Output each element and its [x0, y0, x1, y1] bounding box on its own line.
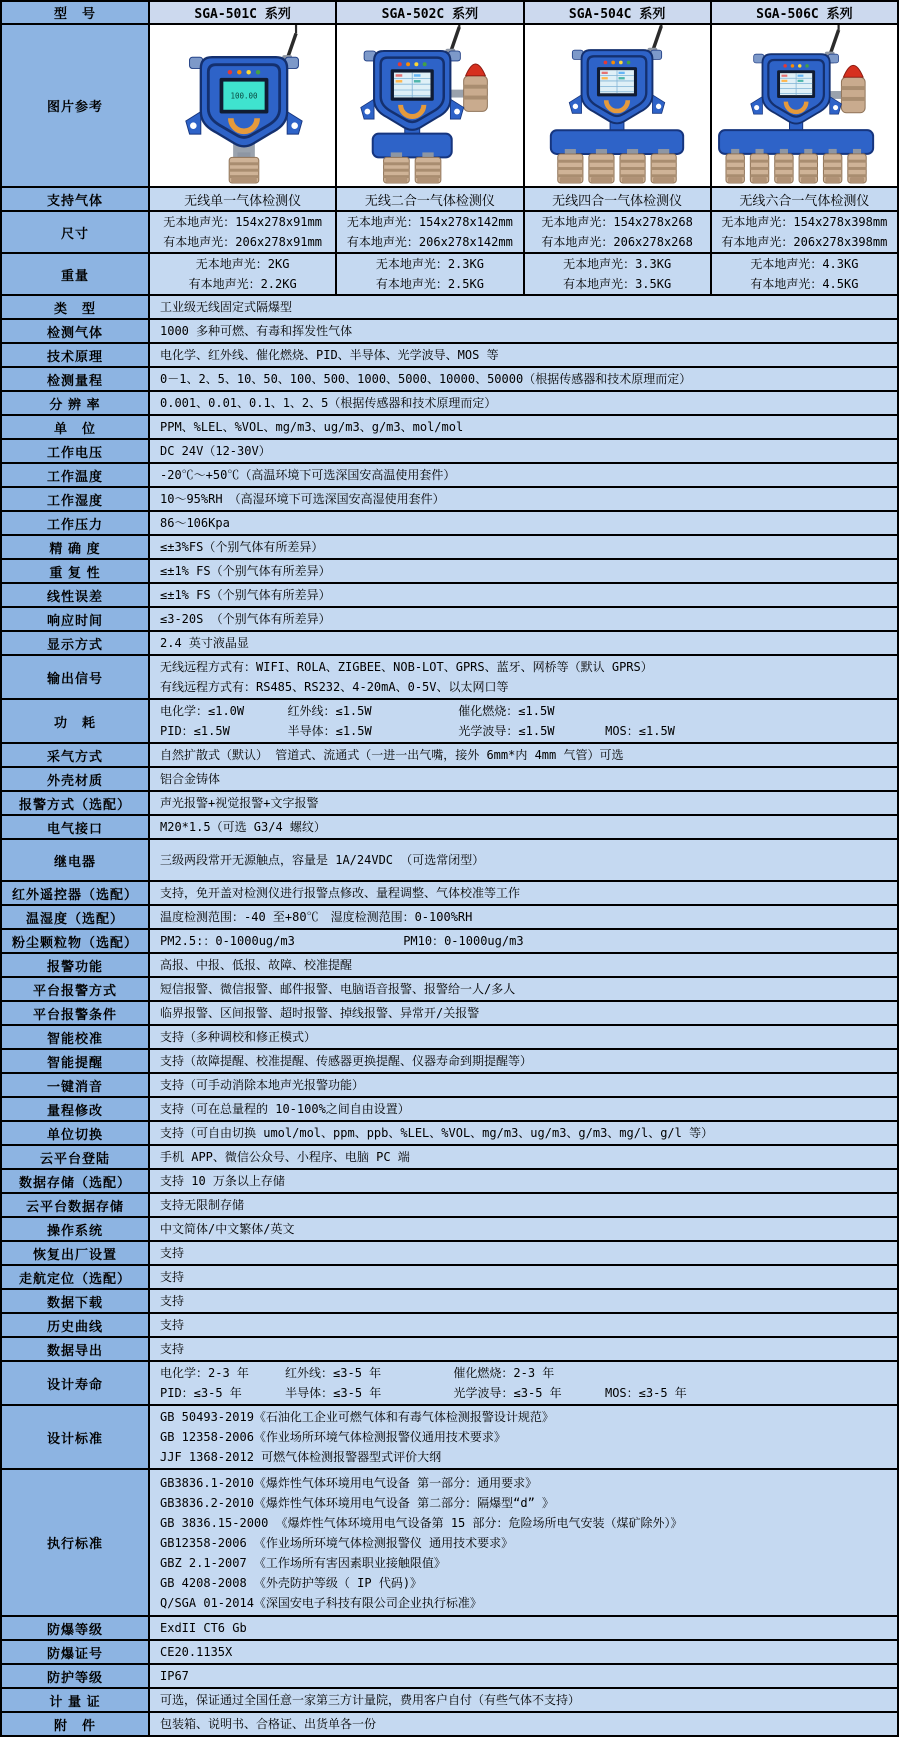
weight-row-value: 无本地声光：2KG: [195, 256, 290, 271]
label-power-consumption: 功 耗: [2, 700, 148, 742]
value-nav-positioning-optional: [148, 1266, 897, 1288]
dimensions-row-value: 无本地声光：154x278x142mm: [346, 214, 513, 229]
value-one-key-mute: [148, 1074, 897, 1096]
value-range-modify: [148, 1098, 897, 1120]
row-working-humidity: [2, 486, 897, 510]
value-line: 支持（多种调校和修正模式）: [160, 1030, 317, 1044]
label-type: 类 型: [2, 296, 148, 318]
value-working-voltage: [148, 440, 897, 462]
value-line: 工业级无线固定式隔爆型: [160, 300, 293, 314]
value-line: PPM、%LEL、%VOL、mg/m3、ug/m3、g/m3、mol/mol: [160, 420, 464, 434]
value-line: GB 12358-2006《作业场所环境气体检测报警仪通用技术要求》: [160, 1430, 506, 1444]
value-line: 电化学、红外线、催化燃烧、PID、半导体、光学波导、MOS 等: [160, 348, 499, 362]
sensor-connector: [391, 152, 402, 157]
value-type: [148, 296, 897, 318]
dimensions-row-value: 有本地声光：206x278x398mm: [721, 234, 888, 249]
row-detect-gas: [2, 318, 897, 342]
device-image-cell: [710, 25, 897, 186]
value-output-signal: [148, 656, 897, 698]
value-tech-principle: [148, 344, 897, 366]
label-unit: 单 位: [2, 416, 148, 438]
row-electrical-port: [2, 814, 897, 838]
gas-sensor-cylinder: [415, 152, 441, 183]
dimensions-row-cell: [335, 212, 522, 252]
model-name-4: SGA-506C 系列: [710, 2, 897, 23]
value-line: ExdII CT6 Gb: [160, 1621, 247, 1635]
value-platform-alarm-mode: [148, 978, 897, 1000]
weight-row-value: 有本地声光：4.5KG: [750, 276, 859, 291]
value-accessories: [148, 1713, 897, 1735]
label-design-life: 设计寿命: [2, 1362, 148, 1404]
label-smart-calibration: 智能校准: [2, 1026, 148, 1048]
value-line: 2.4 英寸液晶显: [160, 636, 249, 650]
label-tech-principle: 技术原理: [2, 344, 148, 366]
value-smart-calibration: [148, 1026, 897, 1048]
dimensions-row-value: 无本地声光：154x278x91mm: [163, 214, 322, 229]
image-row-label: 图片参考: [2, 25, 148, 186]
label-platform-alarm-mode: 平台报警方式: [2, 978, 148, 1000]
sga-506c-device-illustration: [711, 25, 897, 186]
row-data-export: [2, 1336, 897, 1360]
value-line: GB 4208-2008 《外壳防护等级（ IP 代码)》: [160, 1575, 423, 1590]
gas-sensor-cylinder: [726, 149, 744, 183]
value-dust-particles-optional: [148, 930, 897, 952]
label-nav-positioning-optional: 走航定位（选配）: [2, 1266, 148, 1288]
value-line: 温度检测范围：-40 至+80℃ 湿度检测范围：0-100%RH: [160, 910, 473, 924]
row-platform-alarm-mode: [2, 976, 897, 1000]
value-line: 包装箱、说明书、合格证、出货单各一份: [160, 1717, 377, 1731]
value-line: 声光报警+视觉报警+文字报警: [160, 796, 319, 810]
value-line: ≤3-20S （个别气体有所差异）: [160, 612, 331, 626]
value-electrical-port: [148, 816, 897, 838]
gas-sensor-cylinder: [799, 149, 817, 183]
device-image-cell: [523, 25, 710, 186]
sensor-connector: [596, 149, 607, 154]
value-line: 10～95%RH （高湿环境下可选深国安高湿使用套件）: [160, 492, 445, 506]
value-alarm-mode-optional: [148, 792, 897, 814]
label-data-download: 数据下载: [2, 1290, 148, 1312]
weight-row: [2, 252, 897, 294]
value-line: 临界报警、区间报警、超时报警、掉线报警、异常开/关报警: [160, 1006, 480, 1020]
sensor-connector: [805, 149, 813, 154]
value-line: ≤±1% FS（个别气体有所差异）: [160, 564, 331, 578]
value-line: 86～106Kpa: [160, 516, 230, 530]
supported-gas-row: [2, 186, 897, 210]
label-data-export: 数据导出: [2, 1338, 148, 1360]
value-accuracy: [148, 536, 897, 558]
value-line: PM2.5:：0-1000ug/m3 PM10：0-1000ug/m3: [160, 934, 524, 948]
value-line: PID：≤3-5 年 半导体：≤3-5 年 光学波导：≤3-5 年 MOS：≤3-5 年: [160, 1386, 687, 1400]
value-line: 支持，免开盖对检测仪进行报警点修改、量程调整、气体校准等工作: [160, 886, 521, 900]
dimensions-row-cell: [148, 212, 335, 252]
supported-gas-value: 无线四合一气体检测仪: [523, 188, 710, 210]
row-factory-reset: [2, 1240, 897, 1264]
label-working-voltage: 工作电压: [2, 440, 148, 462]
sensor-connector: [422, 152, 433, 157]
label-working-pressure: 工作压力: [2, 512, 148, 534]
label-data-storage-optional: 数据存储（选配）: [2, 1170, 148, 1192]
value-line: -20℃～+50℃（高温环境下可选深国安高温使用套件）: [160, 468, 456, 482]
weight-row-value: 有本地声光：3.5KG: [563, 276, 672, 291]
value-metrology-cert: [148, 1689, 897, 1711]
value-factory-reset: [148, 1242, 897, 1264]
row-power-consumption: [2, 698, 897, 742]
row-cloud-data-storage: [2, 1192, 897, 1216]
gas-sensor-cylinder: [589, 149, 614, 183]
value-line: 0.001、0.01、0.1、1、2、5（根据传感器和技术原理而定）: [160, 396, 497, 410]
value-line: 支持: [160, 1246, 185, 1260]
manifold-bar: [373, 134, 452, 158]
sensor-connector: [237, 152, 250, 157]
value-sampling-mode: [148, 744, 897, 766]
value-data-export: [148, 1338, 897, 1360]
value-line: GB3836.1-2010《爆炸性气体环境用电气设备 第一部分：通用要求》: [160, 1475, 538, 1490]
row-operating-system: [2, 1216, 897, 1240]
row-accuracy: [2, 534, 897, 558]
label-dust-particles-optional: 粉尘颗粒物（选配）: [2, 930, 148, 952]
value-smart-reminder: [148, 1050, 897, 1072]
label-platform-alarm-condition: 平台报警条件: [2, 1002, 148, 1024]
gas-sensor-cylinder: [620, 149, 645, 183]
value-temp-humidity-optional: [148, 906, 897, 928]
weight-row-label: 重量: [2, 254, 148, 294]
label-metrology-cert: 计 量 证: [2, 1689, 148, 1711]
weight-row-cell: [148, 254, 335, 294]
weight-row-value: 有本地声光：2.5KG: [375, 276, 484, 291]
weight-row-value: 无本地声光：4.3KG: [750, 256, 859, 271]
value-working-temp: [148, 464, 897, 486]
sensor-connector: [565, 149, 576, 154]
value-data-storage-optional: [148, 1170, 897, 1192]
weight-row-cell: [710, 254, 897, 294]
value-explosion-proof-cert: [148, 1641, 897, 1663]
label-alarm-mode-optional: 报警方式（选配）: [2, 792, 148, 814]
gas-sensor-cylinder: [229, 152, 259, 183]
row-ip-grade: [2, 1663, 897, 1687]
label-unit-switch: 单位切换: [2, 1122, 148, 1144]
supported-gas-value: 无线单一气体检测仪: [148, 188, 335, 210]
gas-sensor-cylinder: [824, 149, 842, 183]
value-line: M20*1.5（可选 G3/4 螺纹）: [160, 820, 326, 834]
dimensions-row-label: 尺寸: [2, 212, 148, 252]
model-name-3: SGA-504C 系列: [523, 2, 710, 23]
row-cloud-login: [2, 1144, 897, 1168]
value-line: ≤±3%FS（个别气体有所差异）: [160, 540, 324, 554]
value-power-consumption: [148, 700, 897, 742]
model-name-1: SGA-501C 系列: [148, 2, 335, 23]
value-line: 0－1、2、5、10、50、100、500、1000、5000、10000、50000（根据传感器和技术原理而定）: [160, 372, 692, 386]
detector-body: [751, 54, 842, 123]
value-line: 支持（可在总量程的 10-100%之间自由设置）: [160, 1102, 410, 1116]
label-ip-grade: 防护等级: [2, 1665, 148, 1687]
value-data-download: [148, 1290, 897, 1312]
row-dust-particles-optional: [2, 928, 897, 952]
value-line: 支持无限制存储: [160, 1198, 245, 1212]
label-execution-standard: 执行标准: [2, 1470, 148, 1615]
row-design-standard: [2, 1404, 897, 1468]
row-explosion-proof-grade: [2, 1615, 897, 1639]
row-alarm-mode-optional: [2, 790, 897, 814]
value-working-pressure: [148, 512, 897, 534]
value-detect-range: [148, 368, 897, 390]
row-explosion-proof-cert: [2, 1639, 897, 1663]
value-detect-gas: [148, 320, 897, 342]
value-line: 支持 10 万条以上存储: [160, 1174, 285, 1188]
sga-504c-device-illustration: [524, 25, 710, 186]
value-working-humidity: [148, 488, 897, 510]
sensor-connector: [627, 149, 638, 154]
detector-body: [185, 57, 301, 146]
row-alarm-functions: [2, 952, 897, 976]
label-accessories: 附 件: [2, 1713, 148, 1735]
supported-gas-label: 支持气体: [2, 188, 148, 210]
sga-501c-device-illustration: [150, 25, 336, 186]
value-explosion-proof-grade: [148, 1617, 897, 1639]
label-response-time: 响应时间: [2, 608, 148, 630]
value-ir-remote-optional: [148, 882, 897, 904]
row-history-curve: [2, 1312, 897, 1336]
dimensions-row-cell: [710, 212, 897, 252]
value-response-time: [148, 608, 897, 630]
detector-body: [361, 51, 464, 130]
label-history-curve: 历史曲线: [2, 1314, 148, 1336]
gas-sensor-cylinder: [751, 149, 769, 183]
dimensions-row: [2, 210, 897, 252]
value-line: 自然扩散式（默认） 管道式、流通式（一进一出气嘴，接外 6mm*内 4mm 气管）可选: [160, 748, 624, 762]
value-history-curve: [148, 1314, 897, 1336]
value-operating-system: [148, 1218, 897, 1240]
label-factory-reset: 恢复出厂设置: [2, 1242, 148, 1264]
value-line: GB12358-2006 《作业场所环境气体检测报警仪 通用技术要求》: [160, 1535, 514, 1550]
value-linearity-error: [148, 584, 897, 606]
row-working-voltage: [2, 438, 897, 462]
value-line: 电化学：≤1.0W 红外线：≤1.5W 催化燃烧：≤1.5W: [160, 704, 555, 718]
value-display-mode: [148, 632, 897, 654]
device-image-cell: [335, 25, 522, 186]
row-sampling-mode: [2, 742, 897, 766]
row-output-signal: [2, 654, 897, 698]
value-line: 1000 多种可燃、有毒和挥发性气体: [160, 324, 353, 338]
label-repeatability: 重 复 性: [2, 560, 148, 582]
row-working-pressure: [2, 510, 897, 534]
sensor-connector: [756, 149, 764, 154]
dimensions-row-value: 无本地声光：154x278x398mm: [721, 214, 888, 229]
value-line: GB3836.2-2010《爆炸性气体环境用电气设备 第二部分：隔爆型“d” 》: [160, 1495, 555, 1510]
label-ir-remote-optional: 红外遥控器（选配）: [2, 882, 148, 904]
label-linearity-error: 线性误差: [2, 584, 148, 606]
value-line: 支持: [160, 1270, 185, 1284]
value-line: ≤±1% FS（个别气体有所差异）: [160, 588, 331, 602]
row-platform-alarm-condition: [2, 1000, 897, 1024]
sensor-connector: [853, 149, 861, 154]
value-relay: [148, 840, 897, 880]
label-cloud-data-storage: 云平台数据存储: [2, 1194, 148, 1216]
value-line: 支持（故障提醒、校准提醒、传感器更换提醒、仪器寿命到期提醒等）: [160, 1054, 533, 1068]
value-platform-alarm-condition: [148, 1002, 897, 1024]
dimensions-row-value: 有本地声光：206x278x142mm: [346, 234, 513, 249]
value-design-standard: [148, 1406, 897, 1468]
value-line: DC 24V（12-30V）: [160, 444, 271, 458]
value-line: 短信报警、微信报警、邮件报警、电脑语音报警、报警给一人/多人: [160, 982, 516, 996]
supported-gas-value: 无线二合一气体检测仪: [335, 188, 522, 210]
device-image-cell: [148, 25, 335, 186]
value-line: 铝合金铸体: [160, 772, 221, 786]
value-design-life: [148, 1362, 897, 1404]
row-smart-reminder: [2, 1048, 897, 1072]
label-relay: 继电器: [2, 840, 148, 880]
row-type: [2, 294, 897, 318]
value-ip-grade: [148, 1665, 897, 1687]
row-linearity-error: [2, 582, 897, 606]
row-range-modify: [2, 1096, 897, 1120]
value-resolution: [148, 392, 897, 414]
row-housing-material: [2, 766, 897, 790]
gas-sensor-cylinder: [383, 152, 409, 183]
model-header-label: 型 号: [2, 2, 148, 23]
row-display-mode: [2, 630, 897, 654]
label-display-mode: 显示方式: [2, 632, 148, 654]
row-ir-remote-optional: [2, 880, 897, 904]
sensor-connector: [829, 149, 837, 154]
label-explosion-proof-grade: 防爆等级: [2, 1617, 148, 1639]
supported-gas-value: 无线六合一气体检测仪: [710, 188, 897, 210]
weight-row-value: 无本地声光：3.3KG: [563, 256, 672, 271]
row-design-life: [2, 1360, 897, 1404]
gas-sensor-cylinder: [558, 149, 583, 183]
label-detect-range: 检测量程: [2, 368, 148, 390]
value-line: 支持: [160, 1342, 185, 1356]
row-execution-standard: [2, 1468, 897, 1615]
value-housing-material: [148, 768, 897, 790]
label-detect-gas: 检测气体: [2, 320, 148, 342]
value-line: 支持（可手动消除本地声光报警功能）: [160, 1078, 365, 1092]
manifold-bar: [719, 130, 873, 154]
label-sampling-mode: 采气方式: [2, 744, 148, 766]
value-alarm-functions: [148, 954, 897, 976]
product-image-row: [2, 23, 897, 186]
gas-sensor-cylinder: [775, 149, 793, 183]
sensor-connector: [780, 149, 788, 154]
gas-sensor-cylinder: [651, 149, 676, 183]
label-operating-system: 操作系统: [2, 1218, 148, 1240]
label-cloud-login: 云平台登陆: [2, 1146, 148, 1168]
value-line: 手机 APP、微信公众号、小程序、电脑 PC 端: [160, 1150, 410, 1164]
value-line: 支持（可自由切换 umol/mol、ppm、ppb、%LEL、%VOL、mg/m3、ug/m3、g/m3、mg/l、g/l 等）: [160, 1126, 714, 1140]
value-line: 可选，保证通过全国任意一家第三方计量院，费用客户自付（有些气体不支持）: [160, 1693, 581, 1707]
value-line: 支持: [160, 1294, 185, 1308]
row-resolution: [2, 390, 897, 414]
svg-text:100.00: 100.00: [230, 91, 258, 101]
row-detect-range: [2, 366, 897, 390]
label-resolution: 分 辨 率: [2, 392, 148, 414]
label-smart-reminder: 智能提醒: [2, 1050, 148, 1072]
dimensions-row-value: 无本地声光：154x278x268: [541, 214, 693, 229]
sensor-connector: [732, 149, 740, 154]
row-metrology-cert: [2, 1687, 897, 1711]
label-design-standard: 设计标准: [2, 1406, 148, 1468]
weight-row-value: 有本地声光：2.2KG: [188, 276, 297, 291]
value-line: 无线远程方式有：WIFI、ROLA、ZIGBEE、NOB-LOT、GPRS、蓝牙、网桥等（默认 GPRS）: [160, 660, 653, 674]
value-unit-switch: [148, 1122, 897, 1144]
gas-sensor-cylinder: [848, 149, 866, 183]
dimensions-row-value: 有本地声光：206x278x91mm: [163, 234, 322, 249]
value-line: 三级两段常开无源触点，容量是 1A/24VDC （可选常闭型）: [160, 853, 485, 867]
model-name-2: SGA-502C 系列: [335, 2, 522, 23]
value-line: 电化学：2-3 年 红外线：≤3-5 年 催化燃烧：2-3 年: [160, 1366, 555, 1380]
label-range-modify: 量程修改: [2, 1098, 148, 1120]
dimensions-row-cell: [523, 212, 710, 252]
value-execution-standard: [148, 1470, 897, 1615]
value-cloud-login: [148, 1146, 897, 1168]
label-explosion-proof-cert: 防爆证号: [2, 1641, 148, 1663]
value-cloud-data-storage: [148, 1194, 897, 1216]
value-line: GBZ 2.1-2007 《工作场所有害因素职业接触限值》: [160, 1555, 446, 1570]
value-line: GB 50493-2019《石油化工企业可燃气体和有毒气体检测报警设计规范》: [160, 1410, 554, 1424]
row-working-temp: [2, 462, 897, 486]
value-line: IP67: [160, 1669, 189, 1683]
value-line: PID：≤1.5W 半导体：≤1.5W 光学波导：≤1.5W MOS：≤1.5W: [160, 724, 675, 738]
row-response-time: [2, 606, 897, 630]
row-data-download: [2, 1288, 897, 1312]
label-one-key-mute: 一键消音: [2, 1074, 148, 1096]
weight-row-cell: [523, 254, 710, 294]
label-electrical-port: 电气接口: [2, 816, 148, 838]
value-line: 中文简体/中文繁体/英文: [160, 1222, 295, 1236]
weight-row-cell: [335, 254, 522, 294]
row-smart-calibration: [2, 1024, 897, 1048]
row-tech-principle: [2, 342, 897, 366]
model-header-row: [2, 2, 897, 23]
label-working-humidity: 工作湿度: [2, 488, 148, 510]
row-accessories: [2, 1711, 897, 1735]
row-unit: [2, 414, 897, 438]
sga-502c-device-illustration: [337, 25, 523, 186]
sensor-connector: [658, 149, 669, 154]
row-one-key-mute: [2, 1072, 897, 1096]
value-unit: [148, 416, 897, 438]
value-line: Q/SGA 01-2014《深国安电子科技有限公司企业执行标准》: [160, 1595, 482, 1610]
row-data-storage-optional: [2, 1168, 897, 1192]
label-accuracy: 精 确 度: [2, 536, 148, 558]
value-repeatability: [148, 560, 897, 582]
dimensions-row-value: 有本地声光：206x278x268: [541, 234, 693, 249]
row-nav-positioning-optional: [2, 1264, 897, 1288]
label-housing-material: 外壳材质: [2, 768, 148, 790]
weight-row-value: 无本地声光：2.3KG: [375, 256, 484, 271]
label-output-signal: 输出信号: [2, 656, 148, 698]
value-line: 支持: [160, 1318, 185, 1332]
row-relay: [2, 838, 897, 880]
value-line: GB 3836.15-2000 《爆炸性气体环境用电气设备第 15 部分：危险场所电气安装（煤矿除外）》: [160, 1515, 683, 1530]
value-line: JJF 1368-2012 可燃气体检测报警器型式评价大纲: [160, 1450, 442, 1464]
row-temp-humidity-optional: [2, 904, 897, 928]
value-line: 有线远程方式有：RS485、RS232、4-20mA、0-5V、以太网口等: [160, 680, 509, 694]
label-temp-humidity-optional: 温湿度（选配）: [2, 906, 148, 928]
label-working-temp: 工作温度: [2, 464, 148, 486]
label-alarm-functions: 报警功能: [2, 954, 148, 976]
row-unit-switch: [2, 1120, 897, 1144]
value-line: CE20.1135X: [160, 1645, 233, 1659]
row-repeatability: [2, 558, 897, 582]
value-line: 高报、中报、低报、故障、校准提醒: [160, 958, 353, 972]
detector-body: [569, 50, 665, 123]
